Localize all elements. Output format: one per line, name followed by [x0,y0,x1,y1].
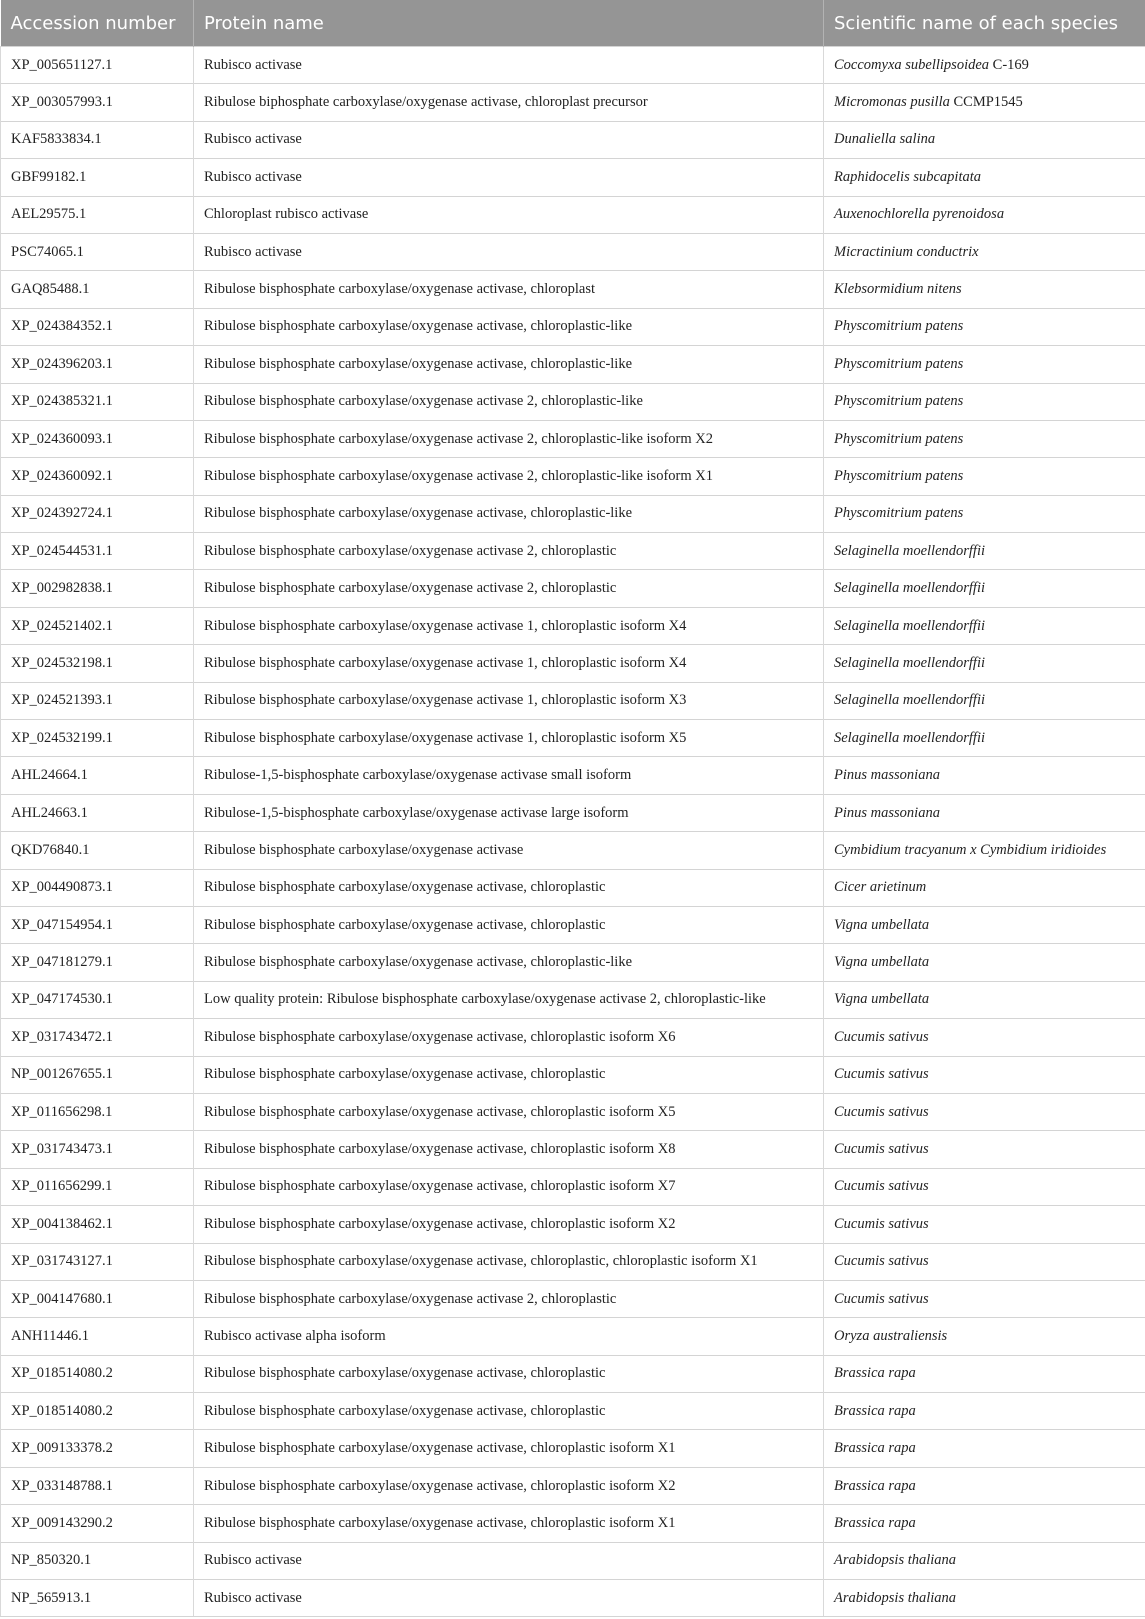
scientific-name-cell [824,495,1145,532]
protein-name-cell: Ribulose bisphosphate carboxylase/oxygenase activase 2, chloroplastic [194,1280,824,1317]
species-name: Vigna umbellata [834,916,930,933]
table-row [1,1056,1145,1093]
protein-name-cell: Ribulose bisphosphate carboxylase/oxygenase activase 2, chloroplastic-like [194,383,824,420]
species-name: Cucumis sativus [834,1028,929,1045]
scientific-name-cell [824,981,1145,1018]
accession-number-cell: XP_024532199.1 [1,720,194,757]
accession-number-cell: XP_024385321.1 [1,383,194,420]
table-row [1,47,1145,84]
species-name: Cucumis sativus [834,1290,929,1307]
accession-number-cell: ANH11446.1 [1,1318,194,1355]
scientific-name-cell [824,1056,1145,1093]
scientific-name-cell [824,458,1145,495]
accession-number-cell: XP_024544531.1 [1,533,194,570]
species-name: Brassica rapa [834,1440,916,1457]
scientific-name-cell [824,607,1145,644]
accession-number-cell: XP_009143290.2 [1,1505,194,1542]
table-row [1,346,1145,383]
table-row [1,720,1145,757]
species-name: Selaginella moellendorffii [834,580,986,597]
species-name: Physcomitrium patens [834,318,964,335]
protein-name-cell: Rubisco activase [194,121,824,158]
header-row [1,0,1145,47]
scientific-name-cell [824,1168,1145,1205]
species-name: Cucumis sativus [834,1178,929,1195]
protein-name-cell: Ribulose bisphosphate carboxylase/oxygenase activase, chloroplastic [194,1355,824,1392]
scientific-name-cell [824,1580,1145,1617]
species-name: Cucumis sativus [834,1141,929,1158]
protein-name-cell: Ribulose bisphosphate carboxylase/oxygenase activase, chloroplastic isoform X1 [194,1505,824,1542]
table-row [1,1580,1145,1617]
protein-name-cell: Rubisco activase [194,47,824,84]
table-row [1,383,1145,420]
accession-number-cell: GAQ85488.1 [1,271,194,308]
table-row [1,1168,1145,1205]
scientific-name-cell [824,383,1145,420]
species-name: Klebsormidium nitens [834,281,962,298]
table-row [1,794,1145,831]
scientific-name-cell [824,1019,1145,1056]
species-name: Selaginella moellendorffii [834,617,986,634]
scientific-name-cell [824,645,1145,682]
table-row [1,607,1145,644]
protein-name-cell: Ribulose bisphosphate carboxylase/oxygenase activase, chloroplastic, chloroplastic isoform X1 [194,1243,824,1280]
table-row [1,196,1145,233]
accession-number-cell: QKD76840.1 [1,832,194,869]
accession-number-cell: NP_850320.1 [1,1542,194,1579]
species-name: Arabidopsis thaliana [834,1552,957,1569]
accession-number-cell: XP_047154954.1 [1,906,194,943]
species-name: Selaginella moellendorffii [834,654,986,671]
scientific-name-cell [824,308,1145,345]
species-name: Vigna umbellata [834,954,930,971]
protein-name-cell: Ribulose bisphosphate carboxylase/oxygenase activase, chloroplastic [194,1393,824,1430]
scientific-name-cell [824,757,1145,794]
protein-name-cell: Ribulose bisphosphate carboxylase/oxygenase activase, chloroplastic-like [194,346,824,383]
protein-name-cell: Ribulose bisphosphate carboxylase/oxygenase activase 1, chloroplastic isoform X4 [194,645,824,682]
protein-name-cell: Ribulose bisphosphate carboxylase/oxygenase activase, chloroplastic isoform X5 [194,1093,824,1130]
species-name: Pinus massoniana [834,804,940,821]
protein-name-cell: Ribulose bisphosphate carboxylase/oxygenase activase, chloroplastic-like [194,944,824,981]
protein-name-cell: Ribulose bisphosphate carboxylase/oxygenase activase 2, chloroplastic [194,570,824,607]
species-name: Cucumis sativus [834,1215,929,1232]
species-name: Selaginella moellendorffii [834,692,986,709]
protein-name-cell: Ribulose bisphosphate carboxylase/oxygenase activase 1, chloroplastic isoform X5 [194,720,824,757]
table-row [1,944,1145,981]
species-name: Physcomitrium patens [834,430,964,447]
scientific-name-cell [824,47,1145,84]
species-name: Cucumis sativus [834,1066,929,1083]
scientific-name-cell [824,159,1145,196]
scientific-name-cell [824,944,1145,981]
accession-number-cell: GBF99182.1 [1,159,194,196]
accession-number-cell: XP_024521393.1 [1,682,194,719]
table-row [1,1355,1145,1392]
table-header [1,0,1145,47]
accession-number-cell: KAF5833834.1 [1,121,194,158]
protein-name-cell: Chloroplast rubisco activase [194,196,824,233]
scientific-name-cell [824,271,1145,308]
header-scientific-name: Scientific name of each species [824,0,1145,47]
scientific-name-cell [824,1542,1145,1579]
species-name: Cymbidium tracyanum x Cymbidium iridioides [834,841,1107,858]
table-row [1,1542,1145,1579]
scientific-name-cell [824,832,1145,869]
species-name: Selaginella moellendorffii [834,542,986,559]
species-name: Pinus massoniana [834,767,940,784]
scientific-name-cell [824,1093,1145,1130]
accession-number-cell: XP_004138462.1 [1,1206,194,1243]
protein-name-cell: Ribulose bisphosphate carboxylase/oxygenase activase, chloroplastic isoform X1 [194,1430,824,1467]
accession-number-cell: XP_005651127.1 [1,47,194,84]
header-protein-name: Protein name [194,0,824,47]
strain-label: C-169 [989,56,1029,73]
protein-name-cell: Rubisco activase [194,159,824,196]
accession-number-cell: NP_565913.1 [1,1580,194,1617]
species-name: Brassica rapa [834,1477,916,1494]
scientific-name-cell [824,233,1145,270]
table-row [1,1467,1145,1504]
protein-name-cell: Ribulose-1,5-bisphosphate carboxylase/oxygenase activase small isoform [194,757,824,794]
accession-number-cell: AEL29575.1 [1,196,194,233]
scientific-name-cell [824,1318,1145,1355]
protein-name-cell: Ribulose bisphosphate carboxylase/oxygenase activase, chloroplastic isoform X7 [194,1168,824,1205]
species-name: Brassica rapa [834,1514,916,1531]
protein-name-cell: Ribulose biphosphate carboxylase/oxygenase activase, chloroplast precursor [194,84,824,121]
protein-name-cell: Ribulose bisphosphate carboxylase/oxygenase activase, chloroplastic isoform X2 [194,1206,824,1243]
scientific-name-cell [824,720,1145,757]
table-row [1,495,1145,532]
accession-number-cell: XP_033148788.1 [1,1467,194,1504]
protein-name-cell: Ribulose bisphosphate carboxylase/oxygenase activase, chloroplastic isoform X6 [194,1019,824,1056]
accession-number-cell: XP_024392724.1 [1,495,194,532]
accession-number-cell: XP_031743127.1 [1,1243,194,1280]
species-name: Micractinium conductrix [834,243,979,260]
table-row [1,570,1145,607]
protein-name-cell: Ribulose bisphosphate carboxylase/oxygenase activase 1, chloroplastic isoform X4 [194,607,824,644]
protein-name-cell: Ribulose bisphosphate carboxylase/oxygenase activase, chloroplastic [194,1056,824,1093]
accession-number-cell: XP_018514080.2 [1,1393,194,1430]
accession-number-cell: XP_024384352.1 [1,308,194,345]
scientific-name-cell [824,1243,1145,1280]
table-row [1,84,1145,121]
accession-number-cell: XP_024360093.1 [1,420,194,457]
protein-name-cell: Rubisco activase [194,233,824,270]
scientific-name-cell [824,1505,1145,1542]
table-row [1,533,1145,570]
table-row [1,1019,1145,1056]
table-row [1,233,1145,270]
species-name: Arabidopsis thaliana [834,1589,957,1606]
table-row [1,1131,1145,1168]
accession-number-cell: PSC74065.1 [1,233,194,270]
table-row [1,1430,1145,1467]
table-row [1,308,1145,345]
scientific-name-cell [824,682,1145,719]
species-name: Brassica rapa [834,1365,916,1382]
species-name: Brassica rapa [834,1402,916,1419]
table-row [1,906,1145,943]
table-row [1,869,1145,906]
table-row [1,832,1145,869]
accession-number-cell: XP_031743472.1 [1,1019,194,1056]
species-name: Cucumis sativus [834,1103,929,1120]
header-accession-number: Accession number [1,0,194,47]
species-name: Dunaliella salina [834,131,936,148]
scientific-name-cell [824,1393,1145,1430]
species-name: Physcomitrium patens [834,355,964,372]
table-row [1,1206,1145,1243]
accession-number-cell: XP_009133378.2 [1,1430,194,1467]
species-name: Micromonas pusilla [834,94,950,111]
scientific-name-cell [824,906,1145,943]
protein-name-cell: Ribulose bisphosphate carboxylase/oxygenase activase 2, chloroplastic-like isoform X1 [194,458,824,495]
accession-number-cell: XP_047174530.1 [1,981,194,1018]
accession-number-cell: XP_024532198.1 [1,645,194,682]
accession-number-cell: AHL24664.1 [1,757,194,794]
protein-name-cell: Ribulose bisphosphate carboxylase/oxygenase activase, chloroplastic [194,906,824,943]
protein-name-cell: Low quality protein: Ribulose bisphosphate carboxylase/oxygenase activase 2, chloroplastic-like [194,981,824,1018]
scientific-name-cell [824,346,1145,383]
scientific-name-cell [824,533,1145,570]
accession-number-cell: AHL24663.1 [1,794,194,831]
protein-name-cell: Rubisco activase [194,1542,824,1579]
scientific-name-cell [824,121,1145,158]
accession-number-cell: XP_004490873.1 [1,869,194,906]
protein-name-cell: Ribulose bisphosphate carboxylase/oxygenase activase, chloroplastic-like [194,308,824,345]
accession-number-cell: XP_024396203.1 [1,346,194,383]
species-name: Physcomitrium patens [834,467,964,484]
accession-number-cell: XP_011656298.1 [1,1093,194,1130]
table-row [1,981,1145,1018]
scientific-name-cell [824,869,1145,906]
species-name: Selaginella moellendorffii [834,729,986,746]
protein-name-cell: Ribulose-1,5-bisphosphate carboxylase/oxygenase activase large isoform [194,794,824,831]
accession-number-cell: XP_002982838.1 [1,570,194,607]
scientific-name-cell [824,1355,1145,1392]
table-row [1,645,1145,682]
scientific-name-cell [824,794,1145,831]
table-body [1,47,1145,1617]
table-row [1,121,1145,158]
species-name: Vigna umbellata [834,991,930,1008]
scientific-name-cell [824,1280,1145,1317]
protein-name-cell: Ribulose bisphosphate carboxylase/oxygenase activase, chloroplastic isoform X2 [194,1467,824,1504]
protein-name-cell: Ribulose bisphosphate carboxylase/oxygenase activase, chloroplast [194,271,824,308]
scientific-name-cell [824,1206,1145,1243]
scientific-name-cell [824,1131,1145,1168]
accession-number-cell: XP_047181279.1 [1,944,194,981]
table-row [1,757,1145,794]
protein-name-cell: Ribulose bisphosphate carboxylase/oxygenase activase, chloroplastic isoform X8 [194,1131,824,1168]
accession-number-cell: XP_018514080.2 [1,1355,194,1392]
table-row [1,1318,1145,1355]
species-name: Oryza australiensis [834,1327,948,1344]
table-row [1,159,1145,196]
accession-number-cell: XP_004147680.1 [1,1280,194,1317]
protein-name-cell: Ribulose bisphosphate carboxylase/oxygenase activase 2, chloroplastic-like isoform X2 [194,420,824,457]
strain-label: CCMP1545 [949,94,1023,111]
table-row [1,420,1145,457]
scientific-name-cell [824,1430,1145,1467]
table-row [1,1505,1145,1542]
table-row [1,271,1145,308]
species-name: Raphidocelis subcapitata [834,168,981,185]
accession-number-cell: XP_031743473.1 [1,1131,194,1168]
protein-name-cell: Ribulose bisphosphate carboxylase/oxygenase activase 2, chloroplastic [194,533,824,570]
species-name: Cucumis sativus [834,1253,929,1270]
protein-name-cell: Ribulose bisphosphate carboxylase/oxygenase activase 1, chloroplastic isoform X3 [194,682,824,719]
table-row [1,1243,1145,1280]
table-row [1,1280,1145,1317]
table-row [1,1093,1145,1130]
species-name: Physcomitrium patens [834,393,964,410]
accession-number-cell: XP_003057993.1 [1,84,194,121]
protein-name-cell: Ribulose bisphosphate carboxylase/oxygenase activase [194,832,824,869]
accession-number-cell: XP_024521402.1 [1,607,194,644]
accession-number-cell: XP_024360092.1 [1,458,194,495]
accession-number-cell: NP_001267655.1 [1,1056,194,1093]
scientific-name-cell [824,196,1145,233]
protein-name-cell: Rubisco activase alpha isoform [194,1318,824,1355]
scientific-name-cell [824,420,1145,457]
species-name: Auxenochlorella pyrenoidosa [834,206,1005,223]
table-row [1,458,1145,495]
scientific-name-cell [824,1467,1145,1504]
scientific-name-cell [824,570,1145,607]
protein-name-cell: Rubisco activase [194,1580,824,1617]
species-name: Coccomyxa subellipsoidea [834,56,990,73]
species-name: Physcomitrium patens [834,505,964,522]
protein-name-cell: Ribulose bisphosphate carboxylase/oxygenase activase, chloroplastic-like [194,495,824,532]
species-name: Cicer arietinum [834,879,927,896]
accession-number-cell: XP_011656299.1 [1,1168,194,1205]
table-row [1,1393,1145,1430]
protein-name-cell: Ribulose bisphosphate carboxylase/oxygenase activase, chloroplastic [194,869,824,906]
scientific-name-cell [824,84,1145,121]
table-row [1,682,1145,719]
